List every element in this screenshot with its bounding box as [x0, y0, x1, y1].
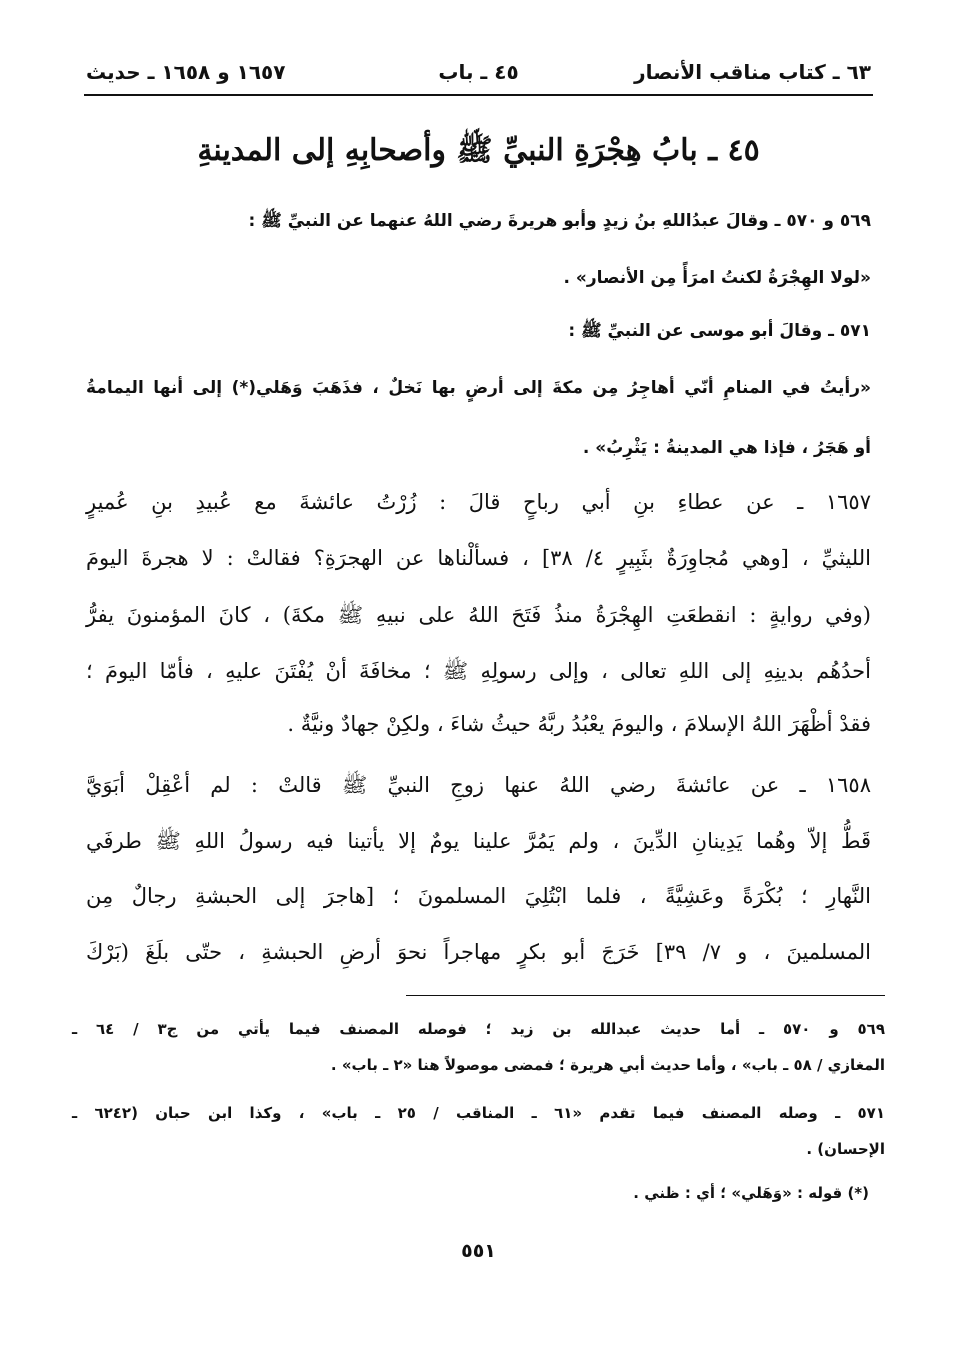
header-chapter: ٦٣ ـ كتاب مناقب الأنصار — [634, 60, 871, 84]
hadith-1658-line: ١٦٥٨ ـ عن عائشةَ رضي اللهُ عنها زوجِ النبيِّ ﷺ قالتْ : لم أعْقِلْ أبَوَيَّ — [86, 773, 871, 797]
taliq-line: ٥٧١ ـ وقالَ أبو موسى عن النبيِّ ﷺ : — [568, 321, 871, 341]
hadith-1658-line: قَطُّ إلاّ وهُما يَدِينانِ الدِّينَ ، ولم يَمُرَّ علينا يومٌ إلا يأتينا فيه رسولُ اللهِ ﷺ طرفَي — [86, 829, 871, 853]
header-section: ٤٥ ـ باب — [438, 60, 519, 84]
footnote-rule — [406, 995, 885, 996]
hadith-1657-line: (وفي روايةٍ : انقطعَتِ الهِجْرَةُ منذُ فَتَحَ اللهُ على نبيهِ ﷺ مكةَ) ، كانَ المؤمنونَ يفرُّ — [86, 603, 871, 627]
footnote-line: ٥٧١ ـ وصله المصنف فيما تقدم «٦١ ـ المناقب / ٢٥ ـ باب» ، وكذا ابن حبان (٦٢٤٢ ـ — [72, 1104, 885, 1122]
hadith-1657-line: ١٦٥٧ ـ عن عطاءِ بنِ أبي رباحٍ قالَ : زُرْتُ عائشةَ مع عُبيدِ بنِ عُميرٍ — [86, 490, 871, 514]
chapter-title: ٤٥ ـ بابُ هِجْرَةِ النبيِّ ﷺ وأصحابِهِ إلى المدينةِ — [197, 133, 760, 168]
header-hadith-range: ١٦٥٧ و ١٦٥٨ ـ حديث — [86, 60, 286, 84]
page-number: ٥٥١ — [461, 1240, 496, 1262]
hadith-1658-line: المسلمينَ ، و ٧/ ٣٩] خَرَجَ أبو بكرٍ مهاجراً نحوَ أرضِ الحبشةِ ، حتّى بلَغَ (بَرْكَ — [86, 940, 871, 964]
hadith-1657-line: فقدْ أظْهَرَ اللهُ الإسلامَ ، واليومَ يعْبُدُ ربَّهُ حيثُ شاءَ ، ولكِنْ جهادٌ ونيَّةٌ . — [287, 712, 871, 736]
hadith-1657-line: الليثيِّ ، [وهي مُجاوِرَةٌ بثَبِيرٍ ٤/ ٣٨] ، فسألْناها عن الهجرَةِ؟ فقالتْ : لا هجرةَ اليومَ — [86, 546, 871, 570]
footnote-line: المغازي / ٥٨ ـ باب» ، وأما حديث أبي هريرة ؛ فمضى موصولاً هنا «٢ ـ باب» . — [330, 1056, 885, 1074]
running-header — [86, 52, 871, 96]
taliq-line: أو هَجَرُ ، فإذا هي المدينةُ : يَثْرِبُ» . — [582, 438, 871, 458]
footnote-note: (*) قوله : «وَهَلي» ؛ أي : ظني . — [633, 1184, 869, 1202]
hadith-1658-line: النَّهارِ ؛ بُكْرَةً وعَشِيَّةً ، فلما ابْتُلِيَ المسلمونَ ؛ [هاجرَ إلى الحبشةِ رجالٌ مِن — [86, 884, 871, 908]
footnote-line: الإحسان) . — [806, 1140, 885, 1158]
footnote-line: ٥٦٩ و ٥٧٠ ـ أما حديث عبدالله بن زيد ؛ فوصله المصنف فيما يأتي من ج٣ / ٦٤ ـ — [72, 1020, 885, 1038]
header-rule — [84, 94, 873, 96]
hadith-1657-line: أحدُهُم بدينِهِ إلى اللهِ تعالى ، وإلى رسولِهِ ﷺ ؛ مخافَةَ أنْ يُفْتَنَ عليهِ ، فأمّا اليومَ ؛ — [86, 659, 871, 683]
taliq-line: «لولا الهِجْرَةُ لكنتُ امرَأً مِن الأنصار» . — [563, 268, 871, 288]
taliq-line: ٥٦٩ و ٥٧٠ ـ وقالَ عبدُاللهِ بنُ زيدٍ وأبو هريرةَ رضي اللهُ عنهما عن النبيِّ ﷺ : — [248, 211, 871, 231]
taliq-line: «رأيتُ في المنامِ أنّي أهاجِرُ مِن مكةَ إلى أرضٍ بها نَخلٌ ، فذَهَبَ وَهَلي(*) إلى أنها اليمامةُ — [86, 378, 871, 398]
